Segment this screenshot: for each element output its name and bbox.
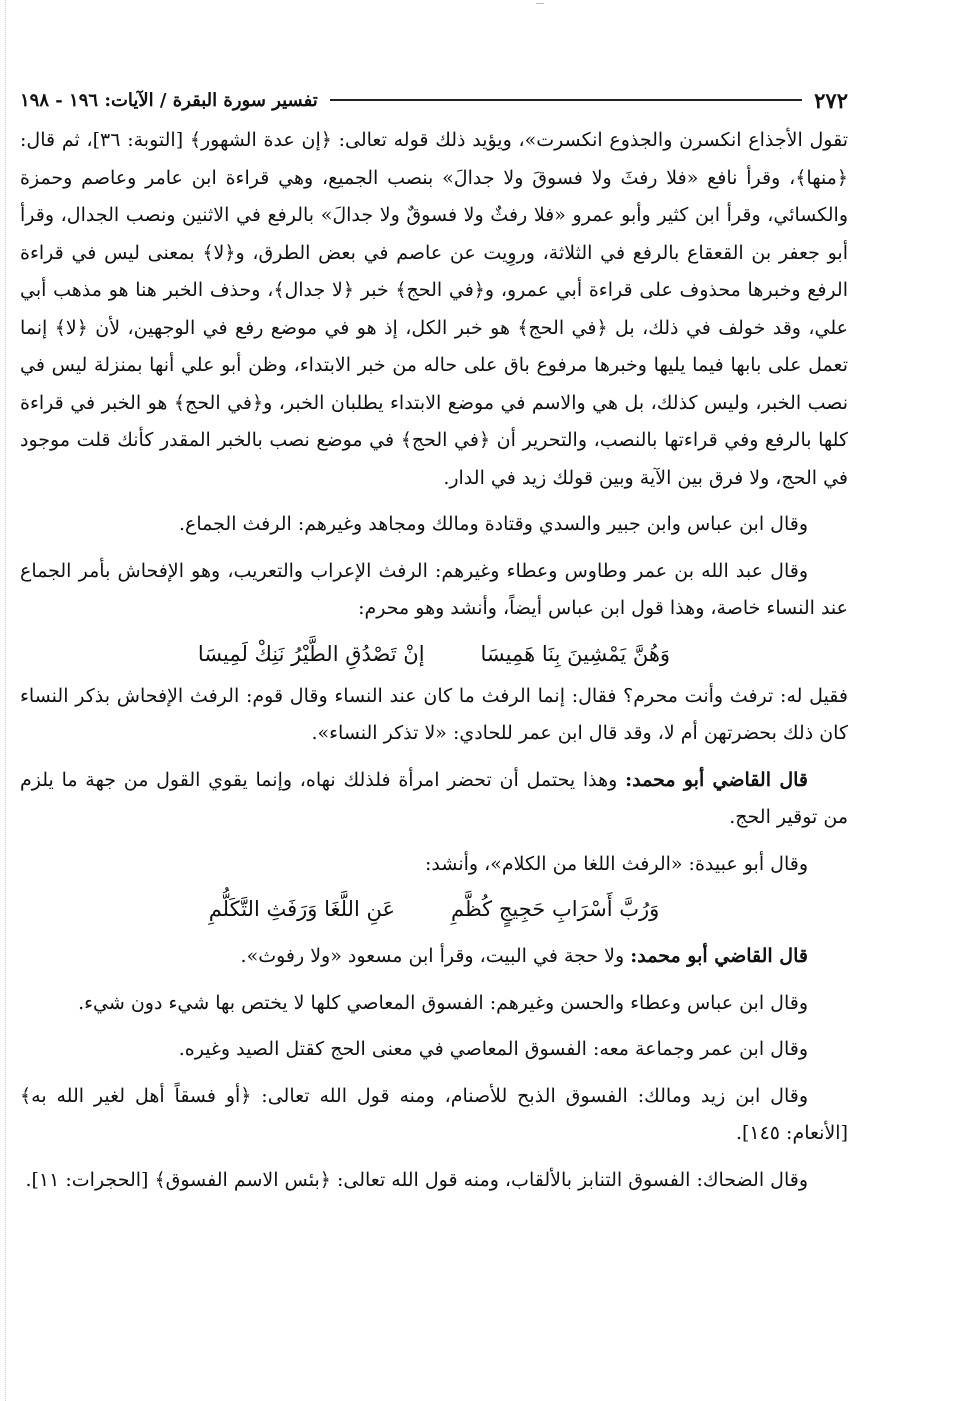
paragraph: وقال عبد الله بن عمر وطاوس وعطاء وغيرهم: الرفث الإعراب والتعريب، وهو الإفحاش بأمر الجماع عند النساء خاصة، وهذا قول ابن عباس أيضاً، وأنشد وهو محرم:	[20, 559, 848, 619]
paragraph: وقال ابن عباس وابن جبير والسدي وقتادة ومالك ومجاهد وغيرهم: الرفث الجماع.	[178, 513, 808, 535]
verse-hemistich: إنْ تَصْدُقِ الطَّيْرُ نَنِكْ لَمِيسَا	[197, 641, 425, 666]
header-rule	[330, 99, 802, 101]
qadi-paragraph	[20, 762, 848, 837]
paragraph: وقال الضحاك: الفسوق التنابز بالألقاب، ومنه قول الله تعالى: ﴿بئس الاسم الفسوق﴾ [الحجرات: ١١].	[25, 1168, 808, 1191]
page-number: ٢٧٢	[814, 87, 848, 113]
paragraph: وقال ابن عباس وعطاء والحسن وغيرهم: الفسوق المعاصي كلها لا يختص بها شيء دون شيء.	[78, 991, 808, 1014]
page-top-mark	[536, 3, 544, 4]
qadi-lead: قال القاضي أبو محمد:	[625, 768, 808, 791]
qadi-lead: قال القاضي أبو محمد:	[630, 945, 808, 967]
header-title: تفسير سورة البقرة / الآيات: ١٩٦ - ١٩٨	[20, 89, 318, 111]
qadi-text: وهذا يحتمل أن تحضر امرأة فلذلك نهاه، وإنما يقوي القول من جهة ما يلزم من توقير الحج.	[20, 768, 848, 828]
page-margin-line	[5, 0, 6, 1401]
verse-hemistich: وَهُنَّ يَمْشِينَ بِنَا هَمِيسَا	[480, 641, 671, 666]
poem-verse	[20, 634, 848, 674]
paragraph: تقول الأجذاع انكسرن والجذوع انكسرت»، ويؤيد ذلك قوله تعالى: ﴿إن عدة الشهور﴾ [التوبة: ٣٦]، ثم قال: ﴿منها﴾، وقرأ نافع «فلا رفثَ ولا فسوقَ ولا جدالَ» بنصب الجميع، وهي قراءة ابن عامر وعاصم وحمزة والكسائي، وقرأ ابن كثير وأبو عمرو «فلا رفثٌ ولا فسوقٌ ولا جدالَ» بالرفع في الاثنين ونصب الجدال، وقرأ أبو جعفر بن القعقاع بالرفع في الثلاثة، وروِيت عن عاصم في بعض الطرق، و﴿لا﴾ بمعنى ليس في قراءة الرفع وخبرها محذوف على قراءة أبي عمرو، و﴿في الحج﴾ خبر ﴿لا جدال﴾، وحذف الخبر هنا هو مذهب أبي علي، وقد خولف في ذلك، بل ﴿في الحج﴾ هو خبر الكل، إذ هو في موضع رفع في الوجهين، لأن ﴿لا﴾ إنما تعمل على بابها فيما يليها وخبرها مرفوع باق على حاله من خبر الابتداء، وظن أبو علي أنها بمنزلة ليس في نصب الخبر، وليس كذلك، بل هي والاسم في موضع الابتداء يطلبان الخبر، و﴿في الحج﴾ هو الخبر في قراءة كلها بالرفع وفي قراءتها بالنصب، والتحرير أن ﴿في الحج﴾ في موضع نصب بالخبر المقدر كأنك قلت موجود في الحج، ولا فرق بين الآية وبين قولك زيد في الدار.	[20, 129, 848, 489]
qadi-text: ولا حجة في البيت، وقرأ ابن مسعود «ولا رفوث».	[240, 945, 631, 967]
paragraph: فقيل له: ترفث وأنت محرم؟ فقال: إنما الرفث ما كان عند النساء وقال قوم: الرفث الإفحاش بذكر النساء كان ذلك بحضرتهن أم لا، وقد قال ابن عمر للحادي: «لا تذكر النساء».	[20, 684, 848, 744]
verse-hemistich: وَرُبَّ أَسْرَابِ حَجِيجٍ كُظَّمِ	[450, 897, 660, 921]
paragraph: وقال أبو عبيدة: «الرفث اللغا من الكلام»، وأنشد:	[425, 852, 808, 875]
poem-verse	[20, 889, 848, 929]
document-page	[20, 80, 848, 1380]
qadi-paragraph	[20, 938, 848, 976]
running-header	[20, 80, 848, 120]
paragraph: وقال ابن زيد ومالك: الفسوق الذبح للأصنام، ومنه قول الله تعالى: ﴿أو فسقاً أهل لغير الله به﴾ [الأنعام: ١٤٥].	[20, 1084, 848, 1144]
verse-hemistich: عَنِ اللَّغَا وَرَفَثِ التَّكَلُّمِ	[208, 897, 395, 921]
paragraph: وقال ابن عمر وجماعة معه: الفسوق المعاصي في معنى الحج كقتل الصيد وغيره.	[178, 1038, 808, 1060]
